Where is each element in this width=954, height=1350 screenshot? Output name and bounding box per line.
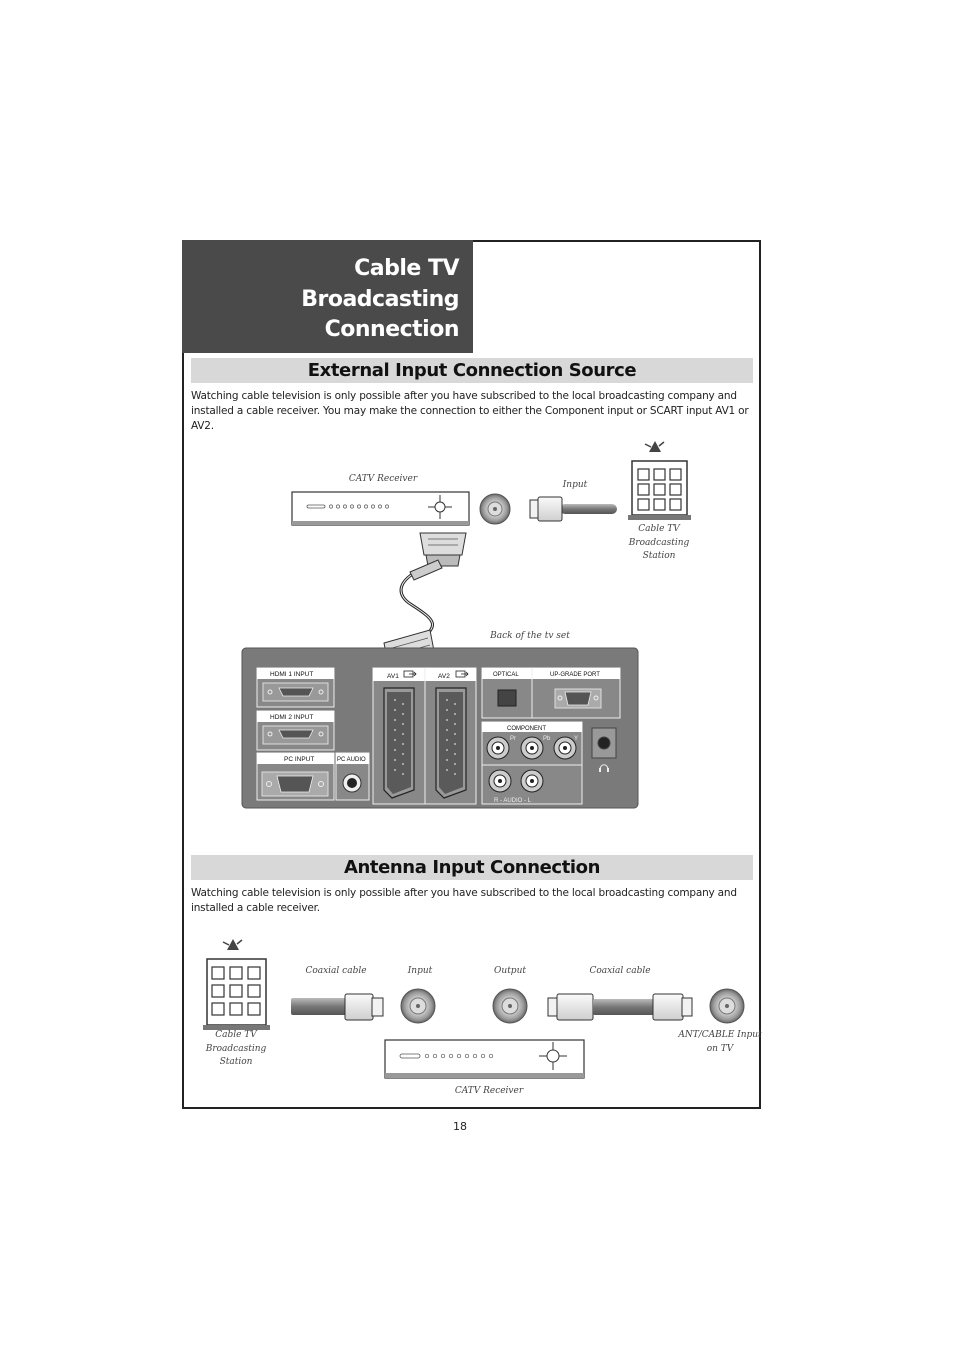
section-heading-antenna: Antenna Input Connection <box>191 855 753 880</box>
coax-jack-receiver-top <box>480 494 510 524</box>
section-text-antenna: Watching cable television is only possible after you have subscribed to the local broadcasting company and installed a cable receiver. <box>191 887 737 914</box>
coax-jack-tv-input <box>710 989 744 1023</box>
page-number: 18 <box>453 1120 467 1133</box>
caption-coax-left: Coaxial cable <box>305 966 367 976</box>
broadcast-station-icon-top <box>628 441 691 520</box>
page-title-line3: Connection <box>324 317 459 342</box>
caption-input-top: Input <box>562 480 588 490</box>
pc-audio-label: PC AUDIO <box>337 757 366 763</box>
caption-station-bottom-2: Broadcasting <box>205 1044 267 1054</box>
hdmi2-label: HDMI 2 INPUT <box>270 714 314 721</box>
pc-input-label: PC INPUT <box>284 756 315 763</box>
catv-receiver-bottom <box>385 1040 584 1078</box>
optical-label: OPTICAL <box>493 672 519 678</box>
pr-label: Pr <box>510 736 516 742</box>
caption-back-of-tv: Back of the tv set <box>490 631 570 641</box>
caption-station-bottom-3: Station <box>219 1057 253 1067</box>
caption-input-bottom: Input <box>407 966 433 976</box>
section-text-external: Watching cable television is only possible after you have subscribed to the local broadcasting company and installed a cable receiver. You may make the connection to either the Component input or SCART input AV1 or AV2. <box>191 390 749 432</box>
coax-cable-left <box>291 994 383 1020</box>
caption-catv-receiver-bottom: CATV Receiver <box>454 1086 524 1096</box>
caption-station-top-3: Station <box>642 551 676 561</box>
coax-cable-right <box>548 994 692 1020</box>
section-heading-external: External Input Connection Source <box>191 358 753 383</box>
av2-label: AV2 <box>438 673 450 680</box>
page-title-line2: Broadcasting <box>301 287 459 312</box>
page-title-line1: Cable TV <box>354 256 459 281</box>
caption-ant-cable-1: ANT/CABLE Input <box>678 1030 762 1040</box>
pb-label: Pb <box>543 736 551 742</box>
caption-coax-right: Coaxial cable <box>589 966 651 976</box>
broadcast-station-icon-bottom <box>203 939 270 1030</box>
caption-station-bottom-1: Cable TV <box>215 1030 257 1040</box>
caption-catv-receiver-top: CATV Receiver <box>348 474 418 484</box>
coax-jack-receiver-input <box>401 989 435 1023</box>
component-label: COMPONENT <box>507 726 546 732</box>
catv-receiver-top <box>292 492 469 525</box>
caption-ant-cable-2: on TV <box>706 1044 734 1054</box>
caption-station-top-2: Broadcasting <box>628 538 690 548</box>
av1-label: AV1 <box>387 673 399 680</box>
upgrade-port-label: UP-GRADE PORT <box>550 672 600 678</box>
coax-jack-receiver-output <box>493 989 527 1023</box>
caption-station-top-1: Cable TV <box>638 524 680 534</box>
caption-output-bottom: Output <box>494 966 526 976</box>
y-label: Y <box>574 736 579 742</box>
coax-cable-input-top <box>530 497 617 521</box>
hdmi1-label: HDMI 1 INPUT <box>270 671 314 678</box>
audio-label: R - AUDIO - L <box>494 798 532 804</box>
